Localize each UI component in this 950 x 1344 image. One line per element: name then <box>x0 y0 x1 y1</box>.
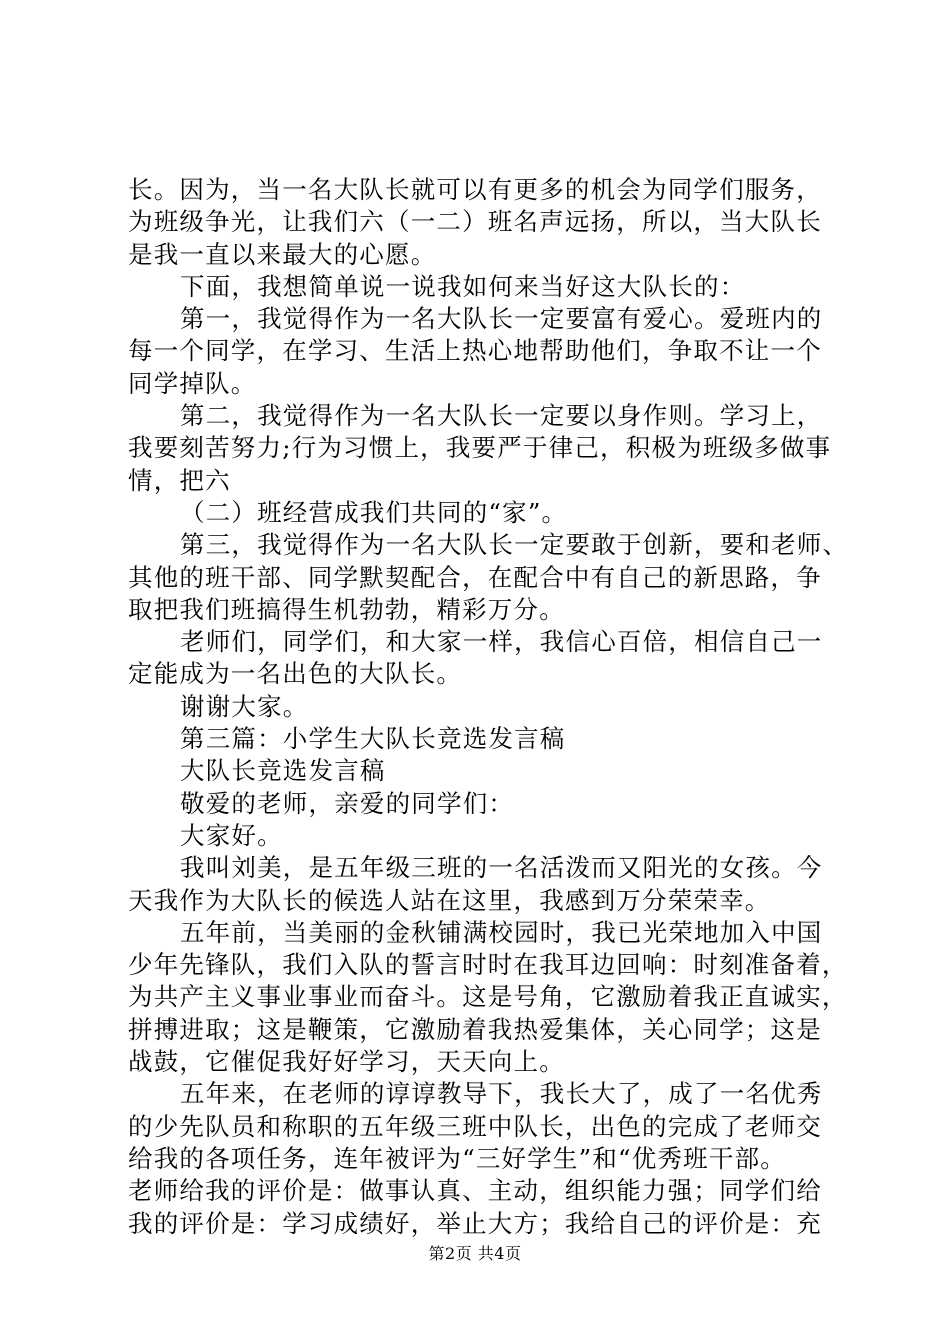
text-line: 我的评价是：学习成绩好，举止大方；我给自己的评价是：充 <box>128 1208 822 1238</box>
text-line: 定能成为一名出色的大队长。 <box>128 659 463 689</box>
text-line: 为共产主义事业事业而奋斗。这是号角，它激励着我正直诚实， <box>128 982 848 1012</box>
text-line: 第二，我觉得作为一名大队长一定要以身作则。学习上， <box>180 401 823 431</box>
text-line: 取把我们班搞得生机勃勃，精彩万分。 <box>128 594 565 624</box>
text-line: 是我一直以来最大的心愿。 <box>128 239 437 269</box>
text-line: 天我作为大队长的候选人站在这里，我感到万分荣荣幸。 <box>128 885 771 915</box>
text-line: 老师们，同学们，和大家一样，我信心百倍，相信自己一 <box>180 627 823 657</box>
greeting: 大家好。 <box>180 820 283 850</box>
text-line: 长。因为，当一名大队长就可以有更多的机会为同学们服务， <box>128 175 822 204</box>
text-line: 五年来，在老师的谆谆教导下，我长大了，成了一名优秀 <box>180 1079 823 1109</box>
salutation: 敬爱的老师，亲爱的同学们： <box>180 788 515 818</box>
text-line: 为班级争光，让我们六（一二）班名声远扬，所以，当大队长 <box>128 207 822 237</box>
text-line: （二）班经营成我们共同的“家”。 <box>180 497 568 527</box>
text-line: 第一，我觉得作为一名大队长一定要富有爱心。爱班内的 <box>180 304 823 334</box>
text-line: 情，把六 <box>128 465 231 495</box>
text-line: 五年前，当美丽的金秋铺满校园时，我已光荣地加入中国 <box>180 917 823 947</box>
text-line: 同学掉队。 <box>128 368 257 398</box>
body-text <box>128 174 849 1240</box>
text-line: 每一个同学，在学习、生活上热心地帮助他们，争取不让一个 <box>128 336 822 366</box>
page-number-footer: 第2页 共4页 <box>428 1244 522 1263</box>
speech-title: 大队长竞选发言稿 <box>180 756 386 786</box>
text-line: 老师给我的评价是：做事认真、主动，组织能力强；同学们给 <box>128 1176 822 1206</box>
text-line: 少年先锋队，我们入队的誓言时时在我耳边回响：时刻准备着， <box>128 950 848 980</box>
text-line: 的少先队员和称职的五年级三班中队长，出色的完成了老师交 <box>128 1111 822 1141</box>
text-line: 第三，我觉得作为一名大队长一定要敢于创新，要和老师、 <box>180 530 849 560</box>
text-line: 我要刻苦努力;行为习惯上，我要严于律己，积极为班级多做事 <box>128 433 832 463</box>
section-heading: 第三篇：小学生大队长竞选发言稿 <box>180 724 566 754</box>
text-line: 下面，我想简单说一说我如何来当好这大队长的： <box>180 271 746 301</box>
text-line: 战鼓，它催促我好好学习，天天向上。 <box>128 1047 565 1077</box>
text-line: 拼搏进取；这是鞭策，它激励着我热爱集体，关心同学；这是 <box>128 1014 822 1044</box>
text-line: 我叫刘美，是五年级三班的一名活泼而又阳光的女孩。今 <box>180 853 823 883</box>
text-line: 其他的班干部、同学默契配合，在配合中有自己的新思路，争 <box>128 562 822 592</box>
text-line: 给我的各项任务，连年被评为“三好学生”和“优秀班干部。 <box>128 1143 786 1173</box>
text-line: 谢谢大家。 <box>180 691 309 721</box>
